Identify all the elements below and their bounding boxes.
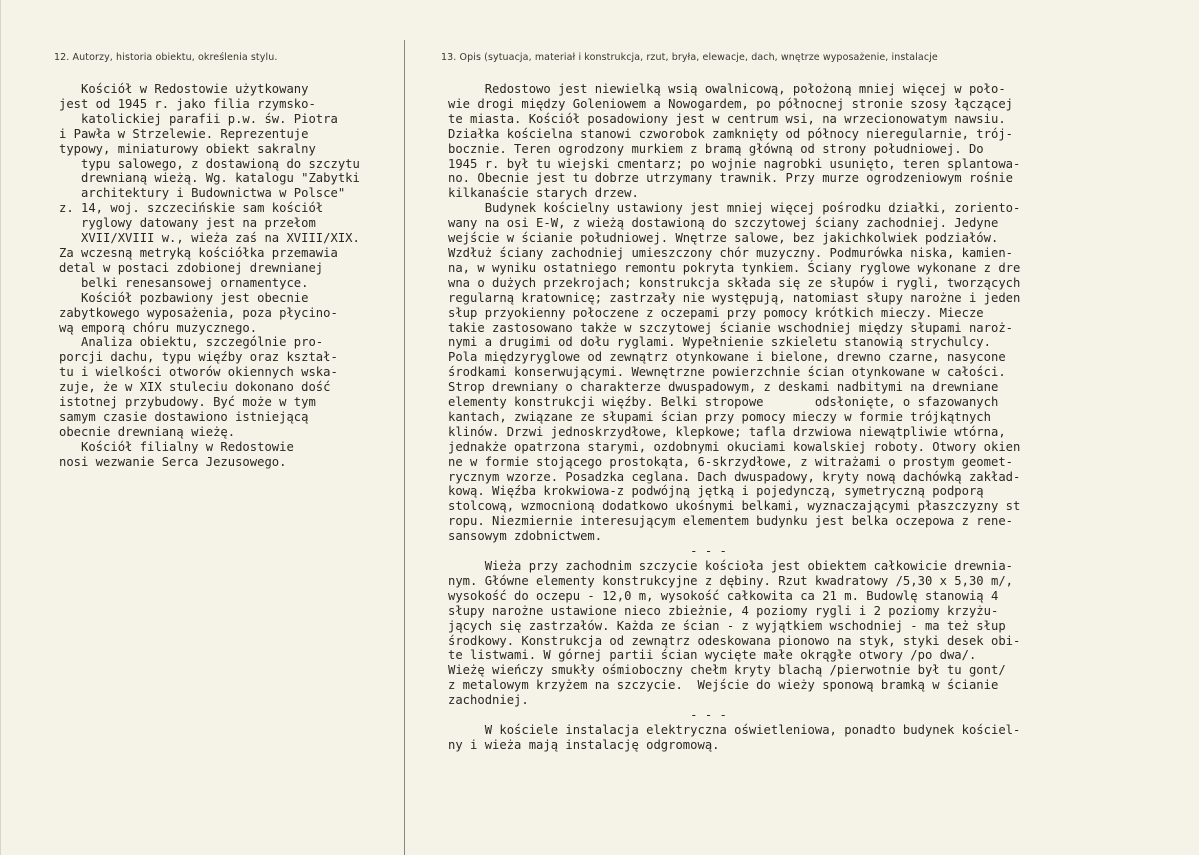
text-line: no. Obecnie jest tu dobrze utrzymany trawnik. Przy murze ogrodzeniowym rośnie xyxy=(426,171,1013,186)
text-line: klinów. Drzwi jednoskrzydłowe, klepkowe; tafla drzwiowa niewątpliwie wtórna, xyxy=(426,424,1006,439)
text-line: sansowym zdobnictwem. xyxy=(426,529,603,544)
text-line: wie drogi między Goleniowem a Nowogardem, po północnej stronie szosy łączącej xyxy=(426,96,1013,111)
text-line: Wzdłuż ściany zachodniej umieszczony chór muzyczny. Podmurówka niska, kamien- xyxy=(426,245,1013,260)
text-line: te miasta. Kościół posadowiony jest w centrum wsi, na wrzecionowatym nawsiu. xyxy=(426,111,1006,126)
text-line: zabytkowego wyposażenia, poza płycino- xyxy=(59,305,338,320)
text-line: drewnianą wieżą. Wg. katalogu "Zabytki xyxy=(59,171,360,186)
text-line: jących się zastrzałów. Każda ze ścian - z wyjątkiem wschodniej - ma też słup xyxy=(426,618,1006,633)
text-line: wany na osi E-W, z wieżą dostawioną do szczytowej ściany zachodniej. Jedyne xyxy=(426,216,999,231)
text-line: detal w postaci zdobionej drewnianej xyxy=(59,260,324,275)
text-line: z metalowym krzyżem na szczycie. Wejście do wieży sponową bramką w ścianie xyxy=(426,678,999,693)
text-line: Pola międzyryglowe od zewnątrz otynkowane i bielone, drewno czarne, nasycone xyxy=(426,350,1006,365)
text-line: belki renesansowej ornamentyce. xyxy=(59,275,309,290)
text-line: - - - xyxy=(426,708,727,723)
text-line: takie zastosowano także w szczytowej ścianie wschodniej między słupami naroż- xyxy=(426,320,1013,335)
text-line: Wieżę wieńczy smukły ośmioboczny chełm kryty blachą /pierwotnie był tu gont/ xyxy=(426,663,1006,678)
text-line: nosi wezwanie Serca Jezusowego. xyxy=(59,454,287,469)
text-line: ryglowy datowany jest na przełom xyxy=(59,216,316,231)
text-line: zuje, że w XIX stuleciu dokonano dość xyxy=(59,380,331,395)
text-line: Za wczesną metryką kościółka przemawia xyxy=(59,245,338,260)
text-line: istotnej przybudowy. Być może w tym xyxy=(59,395,316,410)
text-line: elementy konstrukcji więźby. Belki stropowe odsłonięte, o sfazowanych xyxy=(426,395,999,410)
text-line: wejście w ścianie południowej. Wnętrze salowe, bez jakichkolwiek podziałów. xyxy=(426,231,999,246)
text-line: Analiza obiektu, szczególnie pro- xyxy=(59,335,324,350)
text-line: z. 14, woj. szczecińskie sam kościół xyxy=(59,201,324,216)
text-line: kową. Więźba krokwiowa-z podwójną jętką i pojedynczą, symetryczną podporą xyxy=(426,484,984,499)
text-line: słup przyokienny połoczene z oczepami przy pomocy krótkich mieczy. Miecze xyxy=(426,305,984,320)
text-line: regularną kratownicę; zastrzały nie występują, natomiast słupy narożne i jeden xyxy=(426,290,1021,305)
text-line: kantach, związane ze słupami ścian przy pomocy mieczy w formie trójkątnych xyxy=(426,409,991,424)
description-text-column xyxy=(426,82,1020,753)
text-line: Redostowo jest niewielką wsią owalnicową, położoną mniej więcej w poło- xyxy=(426,82,1006,96)
section-13-header: 13. Opis (sytuacja, materiał i konstrukcja, rzut, bryła, elewacje, dach, wnętrze wyposażenie, instalacje xyxy=(441,52,938,63)
text-line: kilkanaście starych drzew. xyxy=(426,186,639,201)
text-line: samym czasie dostawiono istniejącą xyxy=(59,409,309,424)
text-line: stolcową, wzmocnioną dodatkowo ukośnymi belkami, wyznaczającymi płaszczyzny st xyxy=(426,499,1021,514)
text-line: W kościele instalacja elektryczna oświetleniowa, ponadto budynek kościel- xyxy=(426,722,1021,737)
text-line: Strop drewniany o charakterze dwuspadowym, z deskami nadbitymi na drewniane xyxy=(426,380,999,395)
text-line: Wieża przy zachodnim szczycie kościoła jest obiektem całkowicie drewnia- xyxy=(426,559,1013,573)
text-line: Kościół pozbawiony jest obecnie xyxy=(59,290,309,305)
column-divider xyxy=(404,40,405,855)
text-line: nym. Główne elementy konstrukcyjne z dębiny. Rzut kwadratowy /5,30 x 5,30 m/, xyxy=(426,573,1013,588)
text-line: Kościół filialny w Redostowie xyxy=(59,439,294,454)
text-line: wysokość do oczepu - 12,0 m, wysokość całkowita ca 21 m. Budowlę stanowią 4 xyxy=(426,588,999,603)
text-line: jednakże opatrzona starymi, ozdobnymi okuciami kowalskiej roboty. Otwory okien xyxy=(426,439,1021,454)
text-line: środkowy. Konstrukcja od zewnątrz odeskowana pionowo na styk, styki desek obi- xyxy=(426,633,1021,648)
text-line: Kościół w Redostowie użytkowany xyxy=(59,82,309,96)
text-line: na, w wyniku ostatniego remontu pokryta tynkiem. Ściany ryglowe wykonane z dre xyxy=(426,260,1021,275)
text-line: obecnie drewnianą wieżę. xyxy=(59,424,236,439)
history-text-column xyxy=(59,82,360,470)
text-line: Budynek kościelny ustawiony jest mniej więcej pośrodku działki, zoriento- xyxy=(426,201,1021,216)
text-line: porcji dachu, typu więźby oraz kształ- xyxy=(59,350,338,365)
text-line: XVII/XVIII w., wieża zaś na XVIII/XIX. xyxy=(59,231,360,246)
text-line: słupy narożne ustawione nieco zbieżnie, 4 poziomy rygli i 2 poziomy krzyżu- xyxy=(426,603,999,618)
text-line: zachodniej. xyxy=(426,693,529,708)
text-line: ropu. Niezmiernie interesującym elementem budynku jest belka oczepowa z rene- xyxy=(426,514,1013,529)
section-12-header: 12. Autorzy, historia obiektu, określenia stylu. xyxy=(54,52,278,63)
text-line: jest od 1945 r. jako filia rzymsko- xyxy=(59,96,316,111)
text-line: tu i wielkości otworów okiennych wska- xyxy=(59,365,338,380)
text-line: rycznym wzorze. Posadzka ceglana. Dach dwuspadowy, kryty nową dachówką zakład- xyxy=(426,469,1021,484)
text-line: wna o dużych przekrojach; konstrukcja składa się ze słupów i rygli, tworzących xyxy=(426,275,1021,290)
text-line: bocznie. Teren ogrodzony murkiem z bramą główną od strony południowej. Do xyxy=(426,141,984,156)
text-line: Działka kościelna stanowi czworobok zamknięty od północy nieregularnie, trój- xyxy=(426,126,1013,141)
text-line: 1945 r. był tu wiejski cmentarz; po wojnie nagrobki usunięto, teren splantowa- xyxy=(426,156,1021,171)
text-line: - - - xyxy=(426,544,727,559)
text-line: ne w formie stojącego prostokąta, 6-skrzydłowe, z witrażami o prostym geomet- xyxy=(426,454,1013,469)
text-line: typu salowego, z dostawioną do szczytu xyxy=(59,156,360,171)
text-line: katolickiej parafii p.w. św. Piotra xyxy=(59,111,338,126)
text-line: i Pawła w Strzelewie. Reprezentuje xyxy=(59,126,309,141)
text-line: te listwami. W górnej partii ścian wycięte małe okrągłe otwory /po dwa/. xyxy=(426,648,977,663)
text-line: ny i wieża mają instalację odgromową. xyxy=(426,737,720,752)
text-line: typowy, miniaturowy obiekt sakralny xyxy=(59,141,316,156)
text-line: nymi a drugimi od dołu ryglami. Wypełnienie szkieletu stanowią strychulcy. xyxy=(426,335,991,350)
text-line: wą emporą chóru muzycznego. xyxy=(59,320,258,335)
text-line: architektury i Budownictwa w Polsce" xyxy=(59,186,346,201)
text-line: środkami konserwującymi. Wewnętrzne powierzchnie ścian otynkowane w całości. xyxy=(426,365,1006,380)
